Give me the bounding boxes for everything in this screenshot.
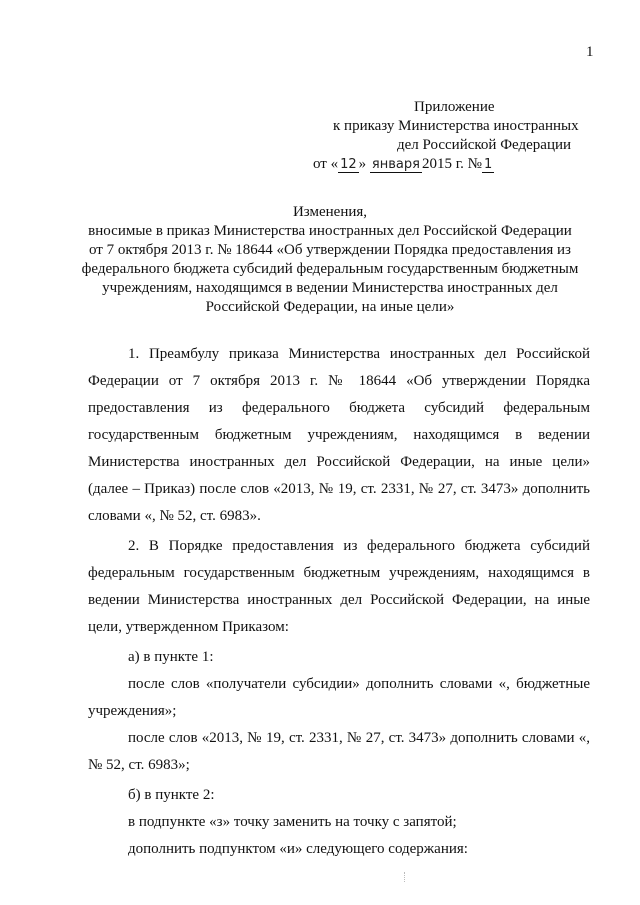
body-line: федеральным государственным бюджетным учреждениям, находящимся в (88, 565, 590, 581)
scan-mark (404, 872, 411, 882)
order-number: 1 (483, 157, 493, 172)
date-prefix: от « (313, 156, 339, 172)
document-title (70, 203, 590, 317)
body-line: в подпункте «з» точку заменить на точку с запятой; (128, 814, 457, 830)
body-line: Министерства иностранных дел Российской Федерации, на иные цели» (88, 454, 590, 470)
body-line: словами «, № 52, ст. 6983». (88, 508, 261, 524)
page-number: 1 (586, 44, 594, 60)
title-line: федерального бюджета субсидий федеральным государственным бюджетным (81, 261, 579, 277)
date-year: 2015 г. № (421, 156, 482, 172)
title-line: от 7 октября 2013 г. № 18644 «Об утверждении Порядка предоставления из (89, 242, 571, 258)
body-line: государственным бюджетным учреждениям, находящимся в ведении (88, 427, 590, 443)
title-line: вносимые в приказ Министерства иностранных дел Российской Федерации (88, 223, 572, 239)
body-line: после слов «2013, № 19, ст. 2331, № 27, ст. 3473» дополнить словами «, (128, 730, 590, 746)
title-line: учреждениям, находящимся в ведении Министерства иностранных дел (102, 280, 558, 296)
body-line: б) в пункте 2: (128, 787, 215, 803)
body-line: (далее – Приказ) после слов «2013, № 19, ст. 2331, № 27, ст. 3473» дополнить (88, 481, 590, 497)
appendix-date-line (313, 155, 494, 174)
body-line: Федерации от 7 октября 2013 г. № 18644 «Об утверждении Порядка (88, 373, 590, 389)
body-line: учреждения»; (88, 703, 177, 719)
body-line: а) в пункте 1: (128, 649, 214, 665)
body-line: цели, утвержденном Приказом: (88, 619, 289, 635)
body-line: № 52, ст. 6983»; (88, 757, 190, 773)
appendix-label: Приложение (414, 99, 495, 115)
title-line: Изменения, (292, 204, 368, 220)
appendix-ministry: дел Российской Федерации (397, 137, 572, 153)
date-month: января (371, 157, 420, 172)
date-mid: » (358, 156, 367, 172)
body-line: дополнить подпунктом «и» следующего содержания: (128, 841, 468, 857)
title-line: Российской Федерации, на иные цели» (205, 299, 455, 315)
date-day: 12 (340, 157, 357, 172)
body-line: 1. Преамбулу приказа Министерства иностранных дел Российской (128, 346, 590, 362)
body-line: предоставления из федерального бюджета субсидий федеральным (88, 400, 590, 416)
body-line: 2. В Порядке предоставления из федерального бюджета субсидий (128, 538, 590, 554)
appendix-order-ref: к приказу Министерства иностранных (333, 118, 579, 134)
body-line: после слов «получатели субсидии» дополнить словами «, бюджетные (128, 676, 590, 692)
body-line: ведении Министерства иностранных дел Российской Федерации, на иные (88, 592, 590, 608)
